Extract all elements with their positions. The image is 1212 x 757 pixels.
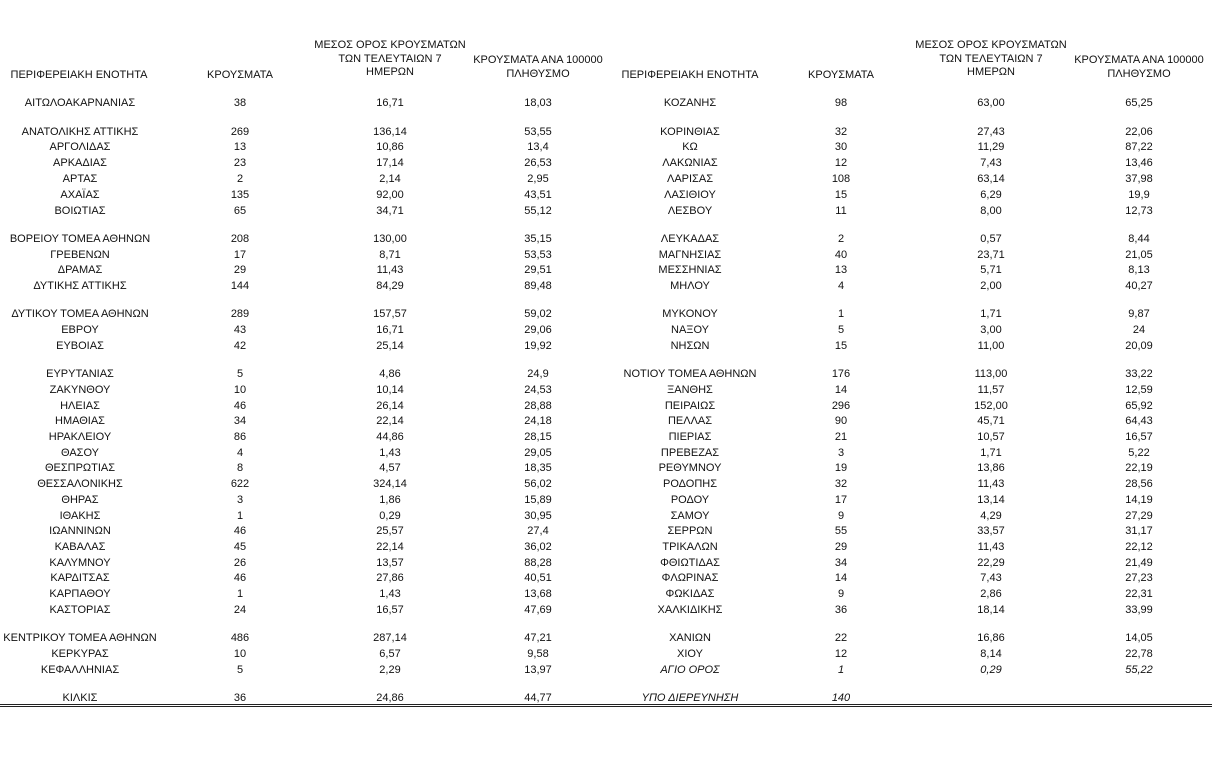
cases-cell: 40 [834,249,848,261]
avg-cell: 92,00 [376,189,404,201]
per100k-cell: 29,05 [524,447,552,459]
avg-cell: 4,86 [379,368,401,380]
cases-cell: 208 [230,233,250,245]
region-cell: ΚΕΡΚΥΡΑΣ [51,648,109,660]
header-cases-right: ΚΡΟΥΣΜΑΤΑ [808,69,874,81]
region-cell: ΚΕΦΑΛΛΗΝΙΑΣ [40,664,120,676]
cases-cell: 1 [837,664,845,676]
cases-cell: 24 [233,604,247,616]
avg-cell: 45,71 [977,415,1005,427]
cases-cell: 30 [834,141,848,153]
region-cell: ΚΟΡΙΝΘΙΑΣ [660,126,720,138]
avg-cell: 25,14 [376,340,404,352]
avg-cell: 1,86 [379,494,401,506]
per100k-cell: 30,95 [524,510,552,522]
cases-cell: 23 [233,157,247,169]
cases-cell: 5 [837,324,845,336]
avg-cell: 1,43 [379,447,401,459]
cases-cell: 486 [230,632,250,644]
per100k-cell: 9,58 [527,648,549,660]
region-cell: ΛΑΣΙΘΙΟΥ [664,189,716,201]
cases-cell: 86 [233,431,247,443]
cases-cell: 11 [835,205,847,217]
cases-cell: 9 [837,510,845,522]
per100k-cell: 8,13 [1128,264,1150,276]
region-cell: ΛΑΚΩΝΙΑΣ [662,157,718,169]
cases-cell: 29 [834,541,848,553]
region-cell: ΖΑΚΥΝΘΟΥ [49,384,111,396]
header-avg-left [300,39,480,80]
avg-cell: 4,57 [379,462,401,474]
region-cell: ΒΟΙΩΤΙΑΣ [54,205,106,217]
region-cell: ΜΗΛΟΥ [670,280,710,292]
region-cell: ΚΕΝΤΡΙΚΟΥ ΤΟΜΕΑ ΑΘΗΝΩΝ [3,632,157,644]
region-cell: ΘΑΣΟΥ [60,447,100,459]
cases-cell: 289 [230,308,250,320]
per100k-cell: 47,21 [524,632,552,644]
avg-cell: 7,43 [980,572,1002,584]
per100k-cell: 40,27 [1125,280,1153,292]
per100k-cell: 26,53 [524,157,552,169]
avg-cell: 152,00 [974,400,1008,412]
region-cell: ΝΗΣΩΝ [670,340,710,352]
avg-cell: 16,57 [376,604,404,616]
region-cell: ΑΓΙΟ ΟΡΟΣ [660,664,720,676]
avg-cell: 13,57 [376,557,404,569]
avg-cell: 130,00 [373,233,407,245]
per100k-cell: 2,95 [527,173,549,185]
avg-cell: 0,57 [980,233,1002,245]
avg-cell: 25,57 [376,525,404,537]
per100k-cell: 55,22 [1125,664,1153,676]
region-cell: ΤΡΙΚΑΛΩΝ [662,541,718,553]
cases-cell: 55 [834,525,848,537]
per100k-cell: 24,53 [524,384,552,396]
avg-cell: 18,14 [977,604,1005,616]
avg-cell: 10,57 [977,431,1005,443]
region-cell: ΧΑΝΙΩΝ [669,632,711,644]
region-cell: ΔΡΑΜΑΣ [57,264,103,276]
per100k-cell: 18,35 [524,462,552,474]
avg-cell: 11,29 [977,141,1005,153]
per100k-cell: 22,06 [1125,126,1153,138]
cases-cell: 17 [834,494,848,506]
per100k-cell: 64,43 [1125,415,1153,427]
region-cell: ΠΕΙΡΑΙΩΣ [664,400,716,412]
avg-cell: 2,29 [379,664,401,676]
region-cell: ΙΩΑΝΝΙΝΩΝ [49,525,111,537]
avg-cell: 8,00 [980,205,1002,217]
cases-cell: 2 [837,233,845,245]
per100k-cell: 27,23 [1125,572,1153,584]
region-cell: ΦΩΚΙΔΑΣ [665,588,715,600]
per100k-cell: 56,02 [524,478,552,490]
avg-cell: 11,57 [977,384,1005,396]
per100k-cell: 55,12 [524,205,552,217]
avg-cell: 16,71 [376,324,404,336]
avg-cell: 13,14 [977,494,1005,506]
per100k-cell: 87,22 [1125,141,1153,153]
per100k-cell: 22,31 [1125,588,1153,600]
cases-cell: 296 [831,400,851,412]
cases-cell: 15 [834,340,848,352]
avg-cell: 1,71 [980,308,1002,320]
per100k-cell: 29,51 [524,264,552,276]
cases-cell: 4 [236,447,244,459]
avg-cell: 10,14 [376,384,404,396]
per100k-cell: 14,19 [1125,494,1153,506]
avg-cell: 22,29 [977,557,1005,569]
cases-cell: 13 [834,264,848,276]
avg-cell: 6,57 [379,648,401,660]
region-cell: ΚΑΡΔΙΤΣΑΣ [50,572,110,584]
header-cases-left: ΚΡΟΥΣΜΑΤΑ [207,69,273,81]
avg-cell: 7,43 [980,157,1002,169]
region-cell: ΦΘΙΩΤΙΔΑΣ [660,557,720,569]
avg-cell: 84,29 [376,280,404,292]
region-cell: ΛΕΥΚΑΔΑΣ [660,233,720,245]
avg-cell: 2,14 [379,173,401,185]
avg-cell: 22,14 [376,541,404,553]
cases-cell: 622 [230,478,250,490]
region-cell: ΙΘΑΚΗΣ [59,510,101,522]
region-cell: ΛΕΣΒΟΥ [667,205,713,217]
avg-cell: 287,14 [373,632,407,644]
cases-cell: 32 [834,478,848,490]
per100k-cell: 19,9 [1128,189,1150,201]
cases-cell: 45 [233,541,247,553]
region-cell: ΘΕΣΣΑΛΟΝΙΚΗΣ [37,478,123,490]
region-cell: ΔΥΤΙΚΟΥ ΤΟΜΕΑ ΑΘΗΝΩΝ [11,308,149,320]
cases-cell: 1 [236,588,244,600]
cases-cell: 98 [834,97,848,109]
header-avg-line1: ΜΕΣΟΣ ΟΡΟΣ ΚΡΟΥΣΜΑΤΩΝ [915,39,1067,51]
per100k-cell: 33,22 [1125,368,1153,380]
region-cell: ΛΑΡΙΣΑΣ [666,173,713,185]
per100k-cell: 15,89 [524,494,552,506]
cases-cell: 176 [831,368,851,380]
header-avg-right [901,39,1081,80]
cases-cell: 36 [233,692,247,704]
region-cell: ΚΟΖΑΝΗΣ [663,97,717,109]
per100k-cell: 28,88 [524,400,552,412]
per100k-cell: 24,9 [527,368,549,380]
cases-cell: 34 [233,415,247,427]
per100k-cell: 13,46 [1125,157,1153,169]
per100k-cell: 28,56 [1125,478,1153,490]
avg-cell: 113,00 [974,368,1008,380]
region-cell: ΚΑΒΑΛΑΣ [54,541,106,553]
region-cell: ΑΡΚΑΔΙΑΣ [53,157,107,169]
avg-cell: 136,14 [373,126,407,138]
region-cell: ΞΑΝΘΗΣ [667,384,713,396]
cases-cell: 13 [233,141,247,153]
cases-cell: 42 [233,340,247,352]
region-cell: ΝΑΞΟΥ [671,324,709,336]
per100k-cell: 5,22 [1128,447,1150,459]
header-per100k-right [1059,54,1212,81]
per100k-cell: 33,99 [1125,604,1153,616]
cases-cell: 15 [834,189,848,201]
region-cell: ΘΕΣΠΡΩΤΙΑΣ [44,462,116,474]
cases-cell: 19 [834,462,848,474]
avg-cell: 16,71 [376,97,404,109]
cases-cell: 46 [233,525,247,537]
avg-cell: 34,71 [376,205,404,217]
avg-cell: 1,43 [379,588,401,600]
region-cell: ΧΑΛΚΙΔΙΚΗΣ [657,604,723,616]
avg-cell: 157,57 [373,308,407,320]
avg-cell: 0,29 [379,510,401,522]
per100k-cell: 13,68 [524,588,552,600]
per100k-cell: 31,17 [1125,525,1153,537]
avg-cell: 8,14 [980,648,1002,660]
avg-cell: 5,71 [980,264,1002,276]
per100k-cell: 43,51 [524,189,552,201]
per100k-cell: 35,15 [524,233,552,245]
avg-cell: 44,86 [376,431,404,443]
cases-cell: 144 [230,280,250,292]
avg-cell: 11,43 [376,264,404,276]
avg-cell: 13,86 [977,462,1005,474]
cases-cell: 65 [233,205,247,217]
cases-cell: 21 [834,431,848,443]
per100k-cell: 21,49 [1125,557,1153,569]
cases-cell: 14 [834,384,848,396]
cases-cell: 140 [831,692,851,704]
header-avg-line1: ΜΕΣΟΣ ΟΡΟΣ ΚΡΟΥΣΜΑΤΩΝ [314,39,466,51]
region-cell: ΚΙΛΚΙΣ [62,692,98,704]
cases-cell: 17 [233,249,247,261]
region-cell: ΡΕΘΥΜΝΟΥ [658,462,722,474]
avg-cell: 10,86 [376,141,404,153]
per100k-cell: 37,98 [1125,173,1153,185]
region-cell: ΗΜΑΘΙΑΣ [55,415,105,427]
region-cell: ΝΟΤΙΟΥ ΤΟΜΕΑ ΑΘΗΝΩΝ [623,368,757,380]
region-cell: ΗΡΑΚΛΕΙΟΥ [48,431,112,443]
per100k-cell: 18,03 [524,97,552,109]
header-per100k-line1: ΚΡΟΥΣΜΑΤΑ ΑΝΑ 100000 [473,54,603,66]
per100k-cell: 88,28 [524,557,552,569]
avg-cell: 8,71 [379,249,401,261]
avg-cell: 63,00 [977,97,1005,109]
avg-cell: 11,43 [977,478,1005,490]
per100k-cell: 9,87 [1128,308,1150,320]
bottom-rule-lower [0,706,1212,707]
per100k-cell: 24 [1132,324,1146,336]
cases-cell: 43 [233,324,247,336]
avg-cell: 27,43 [977,126,1005,138]
header-region-left: ΠΕΡΙΦΕΡΕΙΑΚΗ ΕΝΟΤΗΤΑ [10,69,148,81]
cases-cell: 5 [236,664,244,676]
per100k-cell: 12,59 [1125,384,1153,396]
region-cell: ΕΥΡΥΤΑΝΙΑΣ [46,368,114,380]
per100k-cell: 89,48 [524,280,552,292]
cases-cell: 12 [834,157,848,169]
cases-cell: 5 [236,368,244,380]
avg-cell: 2,00 [980,280,1002,292]
cases-cell: 26 [233,557,247,569]
avg-cell: 324,14 [373,478,407,490]
cases-cell: 46 [233,400,247,412]
per100k-cell: 28,15 [524,431,552,443]
avg-cell: 2,86 [980,588,1002,600]
cases-cell: 8 [236,462,244,474]
region-cell: ΜΑΓΝΗΣΙΑΣ [658,249,722,261]
avg-cell: 3,00 [980,324,1002,336]
cases-cell: 2 [236,173,244,185]
per100k-cell: 8,44 [1128,233,1150,245]
cases-cell: 269 [230,126,250,138]
region-cell: ΕΒΡΟΥ [61,324,99,336]
header-per100k-line2: ΠΛΗΘΥΣΜΟ [1107,67,1171,80]
region-cell: ΡΟΔΟΥ [670,494,710,506]
region-cell: ΣΕΡΡΩΝ [667,525,713,537]
cases-cell: 3 [236,494,244,506]
avg-cell: 63,14 [977,173,1005,185]
region-cell: ΠΡΕΒΕΖΑΣ [660,447,720,459]
header-per100k-left [458,54,618,81]
region-cell: ΡΟΔΟΠΗΣ [662,478,718,490]
header-avg-line3: ΗΜΕΡΩΝ [967,66,1015,78]
cases-cell: 46 [233,572,247,584]
per100k-cell: 16,57 [1125,431,1153,443]
region-cell: ΥΠΟ ΔΙΕΡΕΥΝΗΣΗ [641,692,739,704]
region-cell: ΑΧΑΪΑΣ [60,189,100,201]
avg-cell: 16,86 [977,632,1005,644]
region-cell: ΚΩ [682,141,698,153]
region-cell: ΚΑΛΥΜΝΟΥ [49,557,111,569]
per100k-cell: 40,51 [524,572,552,584]
per100k-cell: 19,92 [524,340,552,352]
cases-cell: 10 [233,648,247,660]
avg-cell: 24,86 [376,692,404,704]
avg-cell: 23,71 [977,249,1005,261]
per100k-cell: 47,69 [524,604,552,616]
per100k-cell: 22,12 [1125,541,1153,553]
region-cell: ΣΑΜΟΥ [670,510,710,522]
per100k-cell: 44,77 [524,692,552,704]
region-cell: ΧΙΟΥ [677,648,703,660]
cases-cell: 135 [230,189,250,201]
per100k-cell: 65,92 [1125,400,1153,412]
region-cell: ΠΕΛΛΑΣ [667,415,713,427]
header-avg-line3: ΗΜΕΡΩΝ [366,66,414,78]
per100k-cell: 29,06 [524,324,552,336]
per100k-cell: 13,97 [524,664,552,676]
cases-cell: 108 [831,173,851,185]
header-region-right: ΠΕΡΙΦΕΡΕΙΑΚΗ ΕΝΟΤΗΤΑ [621,69,759,81]
header-per100k-line2: ΠΛΗΘΥΣΜΟ [506,67,570,80]
bottom-rule-upper [0,704,1212,705]
region-cell: ΦΛΩΡΙΝΑΣ [661,572,719,584]
region-cell: ΑΙΤΩΛΟΑΚΑΡΝΑΝΙΑΣ [24,97,136,109]
per100k-cell: 65,25 [1125,97,1153,109]
per100k-cell: 59,02 [524,308,552,320]
per100k-cell: 36,02 [524,541,552,553]
per100k-cell: 22,78 [1125,648,1153,660]
per100k-cell: 22,19 [1125,462,1153,474]
region-cell: ΓΡΕΒΕΝΩΝ [50,249,110,261]
region-cell: ΕΥΒΟΙΑΣ [56,340,104,352]
per100k-cell: 12,73 [1125,205,1153,217]
per100k-cell: 14,05 [1125,632,1153,644]
per100k-cell: 13,4 [527,141,549,153]
region-cell: ΗΛΕΙΑΣ [60,400,100,412]
avg-cell: 4,29 [980,510,1002,522]
region-cell: ΚΑΣΤΟΡΙΑΣ [49,604,111,616]
avg-cell: 17,14 [376,157,404,169]
cases-cell: 3 [837,447,845,459]
cases-cell: 36 [834,604,848,616]
region-cell: ΜΕΣΣΗΝΙΑΣ [658,264,722,276]
cases-cell: 1 [236,510,244,522]
header-avg-line2: ΤΩΝ ΤΕΛΕΥΤΑΙΩΝ 7 [338,52,442,65]
cases-cell: 9 [837,588,845,600]
region-cell: ΠΙΕΡΙΑΣ [668,431,712,443]
per100k-cell: 20,09 [1125,340,1153,352]
cases-cell: 34 [834,557,848,569]
per100k-cell: 53,53 [524,249,552,261]
avg-cell: 0,29 [980,664,1002,676]
per100k-cell: 27,29 [1125,510,1153,522]
avg-cell: 1,71 [980,447,1002,459]
per100k-cell: 24,18 [524,415,552,427]
header-avg-line2: ΤΩΝ ΤΕΛΕΥΤΑΙΩΝ 7 [939,52,1043,65]
cases-cell: 14 [834,572,848,584]
region-cell: ΑΡΤΑΣ [62,173,98,185]
header-per100k-line1: ΚΡΟΥΣΜΑΤΑ ΑΝΑ 100000 [1074,54,1204,66]
per100k-cell: 21,05 [1125,249,1153,261]
region-cell: ΚΑΡΠΑΘΟΥ [49,588,111,600]
avg-cell: 11,00 [977,340,1005,352]
cases-cell: 38 [233,97,247,109]
cases-cell: 32 [834,126,848,138]
cases-cell: 12 [834,648,848,660]
per100k-cell: 53,55 [524,126,552,138]
region-cell: ΑΝΑΤΟΛΙΚΗΣ ΑΤΤΙΚΗΣ [21,126,139,138]
cases-cell: 29 [233,264,247,276]
avg-cell: 22,14 [376,415,404,427]
cases-cell: 4 [837,280,845,292]
region-cell: ΜΥΚΟΝΟΥ [662,308,718,320]
per100k-cell: 27,4 [527,525,549,537]
cases-cell: 22 [834,632,848,644]
region-cell: ΘΗΡΑΣ [61,494,99,506]
avg-cell: 11,43 [977,541,1005,553]
avg-cell: 6,29 [980,189,1002,201]
cases-cell: 10 [233,384,247,396]
avg-cell: 26,14 [376,400,404,412]
cases-cell: 1 [837,308,845,320]
avg-cell: 27,86 [376,572,404,584]
region-cell: ΔΥΤΙΚΗΣ ΑΤΤΙΚΗΣ [33,280,127,292]
avg-cell: 33,57 [977,525,1005,537]
cases-cell: 90 [834,415,848,427]
region-cell: ΒΟΡΕΙΟΥ ΤΟΜΕΑ ΑΘΗΝΩΝ [9,233,151,245]
region-cell: ΑΡΓΟΛΙΔΑΣ [49,141,111,153]
